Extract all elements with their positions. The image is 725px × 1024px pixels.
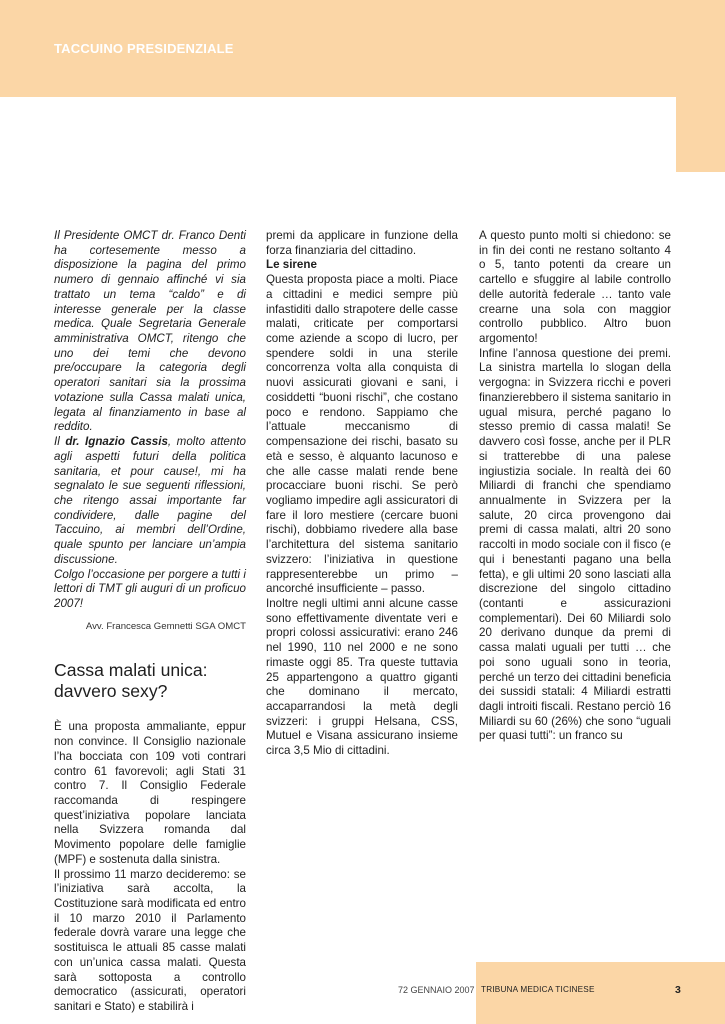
article-paragraph: Questa proposta piace a molti. Piace a cittadini e medici sempre più infastiditi dallo strapotere delle casse malati, criticate per comportarsi come aziende a scopo di lucro, per spendere soldi in una sterile concorrenza volta alla conquista di nuovi assicurati giovani e sani, i cosiddetti “buoni rischi”, che costano poco e rendono. Sappiamo che l’attuale meccanismo di compensazione dei rischi, basato su età e sesso, è alquanto lacunoso e che alle casse malati rende bene procacciare buoni rischi. Se però vogliamo impedire agli assicuratori di fare il loro mestiere (cercare buoni rischi), dobbiamo rivedere alla base l’architettura del sistema sanitario svizzero: l’iniziativa in questione rappresenterebbe un primo – ancorché insufficiente – passo.	[266, 273, 458, 596]
subheading-le-sirene: Le sirene	[266, 258, 317, 272]
intro-paragraph-1: Il Presidente OMCT dr. Franco Denti ha cortesemente messo a disposizione la pagina del primo numero di gennaio affinché vi sia trattato un tema “caldo” e di interesse generale per la classe medica. Quale Segretaria Generale amministrativa OMCT, ritengo che uno dei temi che devono pre/occupare la categoria degli operatori sanitari sia la prossima votazione sulla Cassa malati unica, legata al finanziamento in base al reddito.	[54, 229, 246, 434]
footer-magazine-name: TRIBUNA MEDICA TICINESE	[481, 985, 595, 994]
column-1	[54, 229, 246, 1015]
intro-p2-post: , molto attento agli aspetti futuri della politica sanitaria, et pour cause!, mi ha segnalato le sue seguenti riflessioni, che ritengo assai importante far condividere, dalle pagine del Taccuino, ai membri dell’Ordine, quale spunto per lanciare un’ampia discussione.	[54, 435, 246, 566]
intro-author-name: dr. Ignazio Cassis	[65, 435, 168, 449]
article-paragraph: È una proposta ammaliante, eppur non convince. Il Consiglio nazionale l’ha bocciata con 109 voti contrari contro 61 favorevoli; agli Stati 31 contro 7. Il Consiglio Federale raccomanda di respingere quest’iniziativa popolare lanciata nella Svizzera romanda dal Movimento popolare delle famiglie (MPF) e sostenuta dalla sinistra.	[54, 720, 246, 866]
page-number: 3	[675, 984, 681, 996]
article-title-line-2: davvero sexy?	[54, 681, 168, 702]
article-paragraph: Inoltre negli ultimi anni alcune casse sono effettivamente diventate veri e propri colossi assicurativi: erano 246 nel 1990, 110 nel 2000 e ne sono rimaste oggi 85. Tra queste tuttavia 25 appartengono a quattro giganti che dominano il mercato, accaparrandosi la metà degli svizzeri: i gruppi Helsana, CSS, Mutuel e Visana assicurano insieme circa 3,5 Mio di cittadini.	[266, 596, 458, 758]
intro-p2-pre: Il	[54, 435, 66, 449]
side-tab-decoration	[676, 97, 725, 172]
article-paragraph: Il prossimo 11 marzo decideremo: se l’iniziativa sarà accolta, la Costituzione sarà modificata ed entro il 10 marzo 2010 il Parlamento federale dovrà varare una legge che sostituisca le attuali 85 casse malati con un’unica cassa malati. Questa sarà sottoposta a controllo democratico (assicurati, operatori sanitari e Stato) e stabilirà i	[54, 867, 246, 1014]
section-title: TACCUINO PRESIDENZIALE	[54, 41, 234, 56]
article-paragraph: A questo punto molti si chiedono: se in fin dei conti ne restano soltanto 4 o 5, tanto potenti da creare un cartello e sfuggire al labile controllo delle autorità federale … tanto vale crearne una sola con maggior controllo pubblico. Altro buon argomento!	[479, 229, 671, 346]
intro-paragraph-3: Colgo l’occasione per porgere a tutti i lettori di TMT gli auguri di un proficuo 2007!	[54, 567, 246, 610]
article-paragraph: Infine l’annosa questione dei premi. La sinistra martella lo slogan della vergogna: in Svizzera ricchi e poveri finanzierebbero il sistema sanitario in ugual misura, perché pagano lo stesso premio di cassa malati! Se davvero così fosse, anche per il PLR si tratterebbe di una palese ingiustizia sociale. In realtà dei 60 Miliardi di franchi che spendiamo annualmente in Svizzera per la salute, 20 circa provengono dai premi di cassa malati, altri 20 sono raccolti in modo sociale con il fisco (e qui i benestanti pagano una bella fetta), e gli ultimi 20 sono lasciati alla discrezione del singolo cittadino (contanti e assicurazioni complementari). Dei 60 Miliardi solo 20 derivano dunque da premi di cassa malati uguali per tutti … che poi sono uguali sono in teoria, perché un terzo dei cittadini beneficia dei sussidi statali: 4 Miliardi estratti dagli introiti fiscali. Restano perciò 16 Miliardi su 60 (26%) che sono “uguali per quasi tutti”: un franco su	[479, 346, 671, 743]
column-2	[266, 229, 458, 759]
article-title	[54, 660, 246, 702]
article-paragraph: premi da applicare in funzione della forza finanziaria del cittadino.	[266, 229, 458, 257]
column-3	[479, 229, 671, 744]
signature: Avv. Francesca Gemnetti SGA OMCT	[85, 620, 246, 632]
article-title-line-1: Cassa malati unica:	[54, 660, 208, 681]
footer-issue: 72 GENNAIO 2007	[398, 985, 475, 995]
intro-paragraph-2	[54, 435, 246, 567]
